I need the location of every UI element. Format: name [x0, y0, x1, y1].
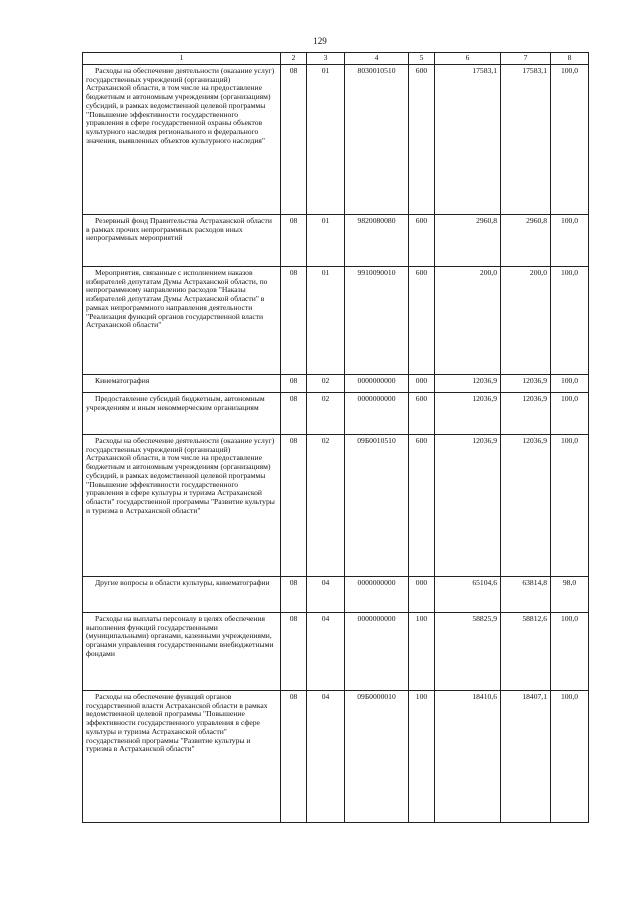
- column-header: 7: [501, 53, 551, 65]
- subsection-code: 01: [307, 267, 345, 375]
- execution-percent: 98,0: [551, 577, 589, 613]
- table-row: [83, 435, 589, 577]
- expense-type-code: 600: [409, 267, 435, 375]
- target-article-code: 0000000000: [345, 393, 409, 435]
- planned-amount: 58825,9: [435, 613, 501, 691]
- row-description: Расходы на обеспечение функций органов государственной власти Астраханской области в рамках ведомственной целевой программы "Повышение эффективности государственного управления в сфере культуры и туризма Астраханской области" государственной программы "Развитие культуры и туризма в Астраханской области": [83, 691, 281, 823]
- table-row: [83, 65, 589, 215]
- actual-amount: 12036,9: [501, 435, 551, 577]
- actual-amount: 12036,9: [501, 393, 551, 435]
- execution-percent: 100,0: [551, 435, 589, 577]
- table-header-row: [83, 53, 589, 65]
- section-code: 08: [281, 65, 307, 215]
- planned-amount: 200,0: [435, 267, 501, 375]
- execution-percent: 100,0: [551, 65, 589, 215]
- execution-percent: 100,0: [551, 267, 589, 375]
- table-row: [83, 691, 589, 823]
- actual-amount: 18407,1: [501, 691, 551, 823]
- execution-percent: 100,0: [551, 613, 589, 691]
- expense-type-code: 000: [409, 577, 435, 613]
- table-row: [83, 577, 589, 613]
- section-code: 08: [281, 215, 307, 267]
- execution-percent: 100,0: [551, 375, 589, 393]
- expense-type-code: 000: [409, 375, 435, 393]
- column-header: 4: [345, 53, 409, 65]
- expense-type-code: 100: [409, 613, 435, 691]
- subsection-code: 04: [307, 613, 345, 691]
- row-description: Другие вопросы в области культуры, кинематографии: [83, 577, 281, 613]
- row-description: Мероприятия, связанные с исполнением наказов избирателей депутатам Думы Астраханской области, по непрограммному направлению расходов "Наказы избирателей депутатам Думы Астраханской области" в рамках непрограммного направления деятельности "Реализация функций органов государственной власти Астраханской области": [83, 267, 281, 375]
- column-header: 2: [281, 53, 307, 65]
- planned-amount: 65104,6: [435, 577, 501, 613]
- subsection-code: 04: [307, 577, 345, 613]
- planned-amount: 12036,9: [435, 375, 501, 393]
- expense-type-code: 100: [409, 691, 435, 823]
- section-code: 08: [281, 267, 307, 375]
- planned-amount: 2960,8: [435, 215, 501, 267]
- row-description: Расходы на обеспечение деятельности (оказание услуг) государственных учреждений (организаций) Астраханской области, в том числе на предоставление бюджетным и автономным учреждениям (организациям) субсидий, в рамках ведомственной целевой программы "Повышение эффективности государственного управления в сфере государственной охраны объектов культурного наследия регионального и федерального значения, выявленных объектов культурного наследия": [83, 65, 281, 215]
- section-code: 08: [281, 613, 307, 691]
- actual-amount: 2960,8: [501, 215, 551, 267]
- planned-amount: 17583,1: [435, 65, 501, 215]
- table-row: [83, 215, 589, 267]
- row-description: Расходы на выплаты персоналу в целях обеспечения выполнения функций государственными (муниципальными) органами, казенными учреждениями, органами управления государственными внебюджетными фондами: [83, 613, 281, 691]
- column-header: 1: [83, 53, 281, 65]
- table-row: [83, 613, 589, 691]
- row-description: Предоставление субсидий бюджетным, автономным учреждениям и иным некоммерческим организациям: [83, 393, 281, 435]
- subsection-code: 04: [307, 691, 345, 823]
- section-code: 08: [281, 691, 307, 823]
- column-header: 8: [551, 53, 589, 65]
- actual-amount: 12036,9: [501, 375, 551, 393]
- section-code: 08: [281, 577, 307, 613]
- target-article-code: 09Б0010510: [345, 435, 409, 577]
- row-description: Кинематография: [83, 375, 281, 393]
- section-code: 08: [281, 393, 307, 435]
- column-header: 5: [409, 53, 435, 65]
- subsection-code: 01: [307, 65, 345, 215]
- expense-type-code: 600: [409, 435, 435, 577]
- table-row: [83, 393, 589, 435]
- target-article-code: 0000000000: [345, 577, 409, 613]
- expense-type-code: 600: [409, 393, 435, 435]
- actual-amount: 17583,1: [501, 65, 551, 215]
- actual-amount: 200,0: [501, 267, 551, 375]
- row-description: Расходы на обеспечение деятельности (оказание услуг) государственных учреждений (организаций) Астраханской области, в том числе на предоставление бюджетным и автономным учреждениям (организациям) субсидий, в рамках ведомственной целевой программы "Повышение эффективности государственного управления в сфере культуры и туризма Астраханской области" государственной программы "Развитие культуры и туризма в Астраханской области": [83, 435, 281, 577]
- expense-type-code: 600: [409, 65, 435, 215]
- actual-amount: 58812,6: [501, 613, 551, 691]
- execution-percent: 100,0: [551, 393, 589, 435]
- planned-amount: 12036,9: [435, 435, 501, 577]
- subsection-code: 02: [307, 435, 345, 577]
- table-row: [83, 267, 589, 375]
- target-article-code: 0000000000: [345, 613, 409, 691]
- planned-amount: 18410,6: [435, 691, 501, 823]
- row-description: Резервный фонд Правительства Астраханской области в рамках прочих непрограммных расходов иных непрограммных мероприятий: [83, 215, 281, 267]
- target-article-code: 09Б0000010: [345, 691, 409, 823]
- actual-amount: 63814,8: [501, 577, 551, 613]
- execution-percent: 100,0: [551, 691, 589, 823]
- execution-percent: 100,0: [551, 215, 589, 267]
- subsection-code: 02: [307, 375, 345, 393]
- planned-amount: 12036,9: [435, 393, 501, 435]
- budget-table: [82, 52, 589, 823]
- target-article-code: 8030010510: [345, 65, 409, 215]
- page-number: 129: [313, 36, 327, 46]
- section-code: 08: [281, 435, 307, 577]
- table-row: [83, 375, 589, 393]
- subsection-code: 01: [307, 215, 345, 267]
- section-code: 08: [281, 375, 307, 393]
- target-article-code: 9910090010: [345, 267, 409, 375]
- subsection-code: 02: [307, 393, 345, 435]
- column-header: 6: [435, 53, 501, 65]
- column-header: 3: [307, 53, 345, 65]
- target-article-code: 9820080080: [345, 215, 409, 267]
- target-article-code: 0000000000: [345, 375, 409, 393]
- expense-type-code: 600: [409, 215, 435, 267]
